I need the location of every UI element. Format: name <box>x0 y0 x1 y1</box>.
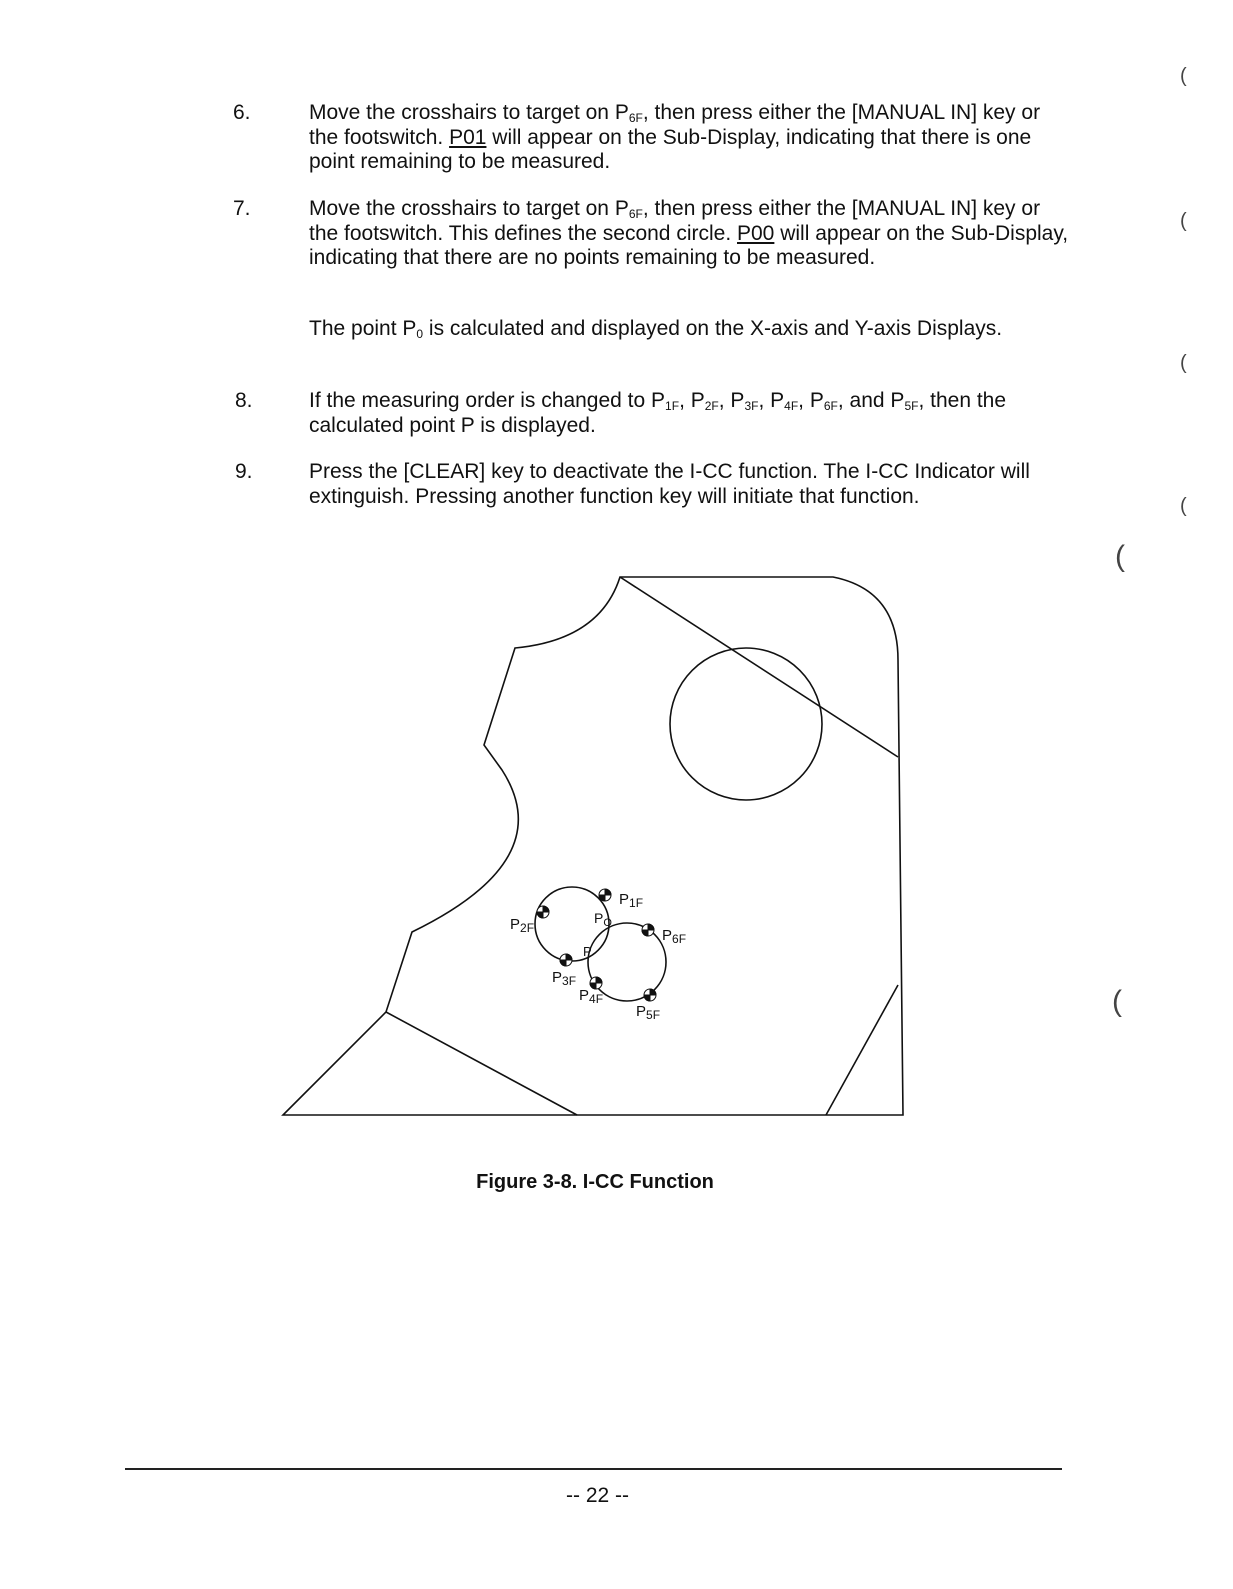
binder-mark: ( <box>1112 985 1122 1018</box>
text-run: Press the [CLEAR] key to deactivate the I-CC function. The I-CC Indicator will extinguish. Pressing another function key will initiate that function. <box>309 460 1030 508</box>
text-run: will appear on the Sub-Display, indicating that there is one point remaining to be measured. <box>309 125 1032 173</box>
label-p0: $P_O$ <box>594 910 612 929</box>
subscript: 6F <box>628 207 643 221</box>
marker-p2f <box>537 906 549 918</box>
text-run: , P <box>718 389 745 412</box>
text-run: will appear on the Sub-Display, indicating that there are no points remaining to be measured. <box>309 221 1069 269</box>
binder-mark: ( <box>1115 540 1125 573</box>
text-run: , P <box>798 389 824 412</box>
text-run: , P <box>679 389 705 412</box>
marker-p3f <box>560 954 572 966</box>
step-6-number: 6. <box>233 101 251 124</box>
text-run: Move the crosshairs to target on P <box>309 101 629 124</box>
step-7-number: 7. <box>233 197 251 220</box>
text-run: is calculated and displayed on the X-axis and Y-axis Displays. <box>423 317 1003 340</box>
subscript: 0 <box>416 327 424 341</box>
label-p6f: $P_{6F}$ <box>662 927 687 946</box>
binder-mark: ( <box>1180 352 1187 374</box>
subscript: 3F <box>744 399 759 413</box>
label-p5f: $P_{5F}$ <box>636 1003 661 1022</box>
marker-p4f <box>590 977 602 989</box>
subscript: 4F <box>784 399 799 413</box>
figure-caption: Figure 3-8. I-CC Function <box>476 1171 714 1193</box>
binder-mark: ( <box>1180 495 1187 517</box>
subscript: 6F <box>823 399 838 413</box>
large-hole <box>670 648 822 800</box>
text-run: , then press either the [MANUAL IN] key or the footswitch. This defines the second circle. <box>309 197 1041 245</box>
text-run: , then the calculated point P is displayed. <box>309 389 1007 437</box>
diagonal-line-bottom-right <box>826 985 898 1115</box>
label-p3f: $P_{3F}$ <box>552 969 577 988</box>
subscript: 6F <box>628 111 643 125</box>
text-run: , P <box>758 389 785 412</box>
text-run: The point P <box>309 317 417 340</box>
subscript: 2F <box>704 399 719 413</box>
step-9-number: 9. <box>235 460 253 483</box>
text-run: Move the crosshairs to target on P <box>309 197 629 220</box>
footer-rule <box>125 1468 1062 1470</box>
workpiece-outline <box>283 577 903 1115</box>
text-run: , and P <box>837 389 905 412</box>
page-number: -- 22 -- <box>566 1484 629 1507</box>
step-8-number: 8. <box>235 389 253 412</box>
diagonal-line-bottom-left <box>386 1012 577 1115</box>
binder-mark: ( <box>1180 65 1187 87</box>
marker-p5f <box>644 989 656 1001</box>
subscript: 5F <box>904 399 919 413</box>
display-code: P01 <box>449 125 487 149</box>
label-p: P <box>583 944 592 959</box>
binder-mark: ( <box>1180 210 1187 232</box>
label-p4f: $P_{4F}$ <box>579 987 604 1006</box>
subscript: 1F <box>665 399 680 413</box>
marker-p1f <box>599 889 611 901</box>
second-circle <box>588 923 666 1001</box>
text-run: If the measuring order is changed to P <box>309 389 666 412</box>
label-p2f: $P_{2F}$ <box>510 916 535 935</box>
display-code: P00 <box>737 221 775 245</box>
marker-p6f <box>642 924 654 936</box>
text-run: , then press either the [MANUAL IN] key or the footswitch. <box>309 101 1041 149</box>
label-p1f: $P_{1F}$ <box>619 891 644 910</box>
diagonal-line-top <box>620 577 898 757</box>
